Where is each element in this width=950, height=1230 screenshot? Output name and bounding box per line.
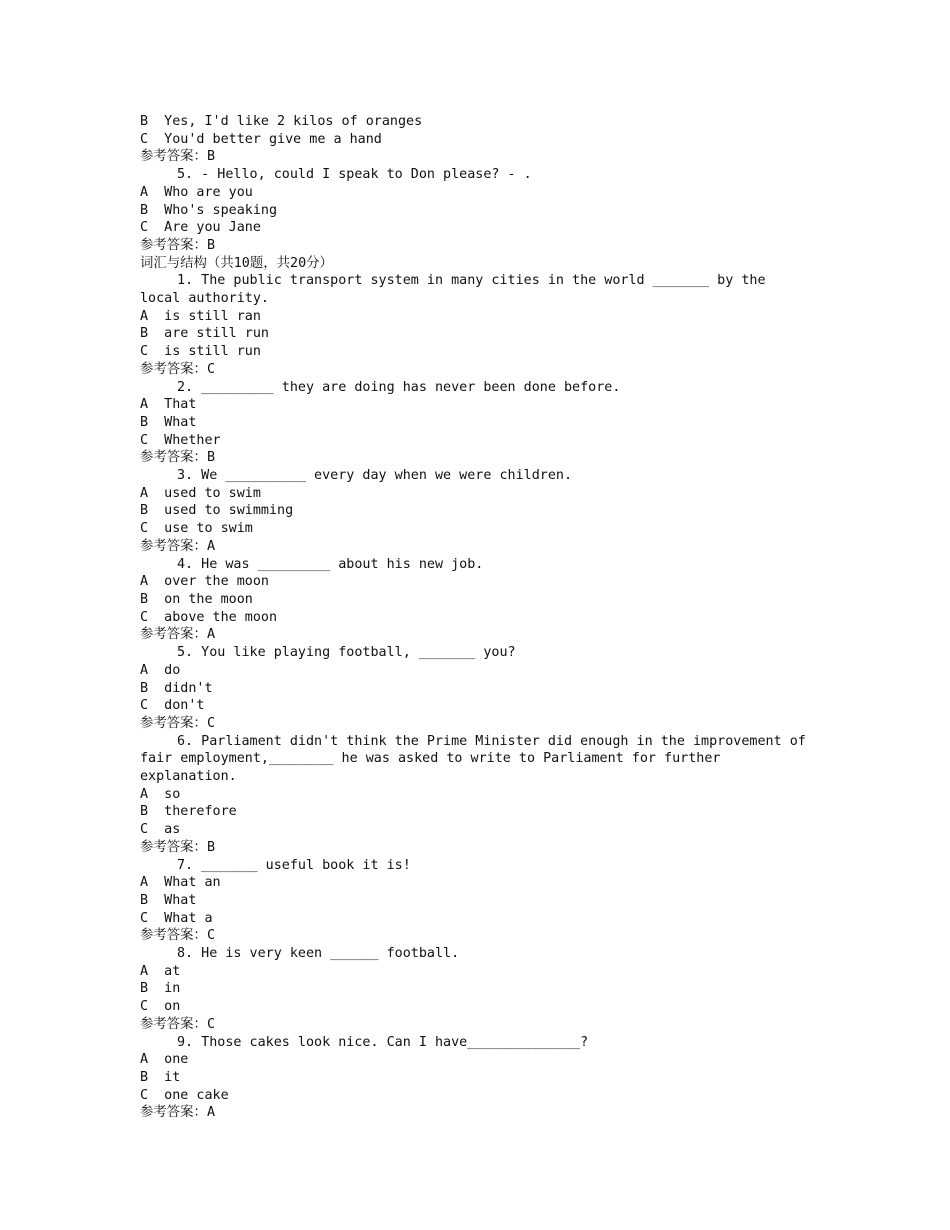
option-text: A so bbox=[140, 786, 181, 802]
option-text: C as bbox=[140, 822, 181, 838]
question-text: 1. The public transport system in many cities in the world _______ by the local authority. bbox=[140, 273, 774, 307]
question-text: 8. He is very keen ______ football. bbox=[177, 946, 460, 962]
section-heading: 词汇与结构（共10题，共20分） bbox=[140, 255, 333, 271]
option-text: C above the moon bbox=[140, 609, 278, 625]
question-text: 9. Those cakes look nice. Can I have______________? bbox=[177, 1034, 589, 1050]
option-text: B Who's speaking bbox=[140, 202, 278, 218]
option-text: A used to swim bbox=[140, 485, 261, 501]
answer-text: 参考答案：C bbox=[140, 928, 216, 944]
answer-text: 参考答案：A bbox=[140, 1105, 216, 1121]
option-text: C don't bbox=[140, 698, 205, 714]
answer-text: 参考答案：B bbox=[140, 149, 216, 165]
option-text: B What bbox=[140, 892, 197, 908]
option-text: C on bbox=[140, 999, 181, 1015]
question-text: 6. Parliament didn't think the Prime Minister did enough in the improvement of fair employment,________ he was asked to write to Parliament for further explanation. bbox=[140, 733, 814, 785]
option-text: A is still ran bbox=[140, 308, 261, 324]
option-text: C Are you Jane bbox=[140, 220, 261, 236]
option-text: C use to swim bbox=[140, 521, 253, 537]
answer-text: 参考答案：A bbox=[140, 627, 216, 643]
option-text: B Yes, I'd like 2 kilos of oranges bbox=[140, 114, 423, 129]
option-text: A What an bbox=[140, 875, 221, 891]
question-text: 4. He was _________ about his new job. bbox=[177, 556, 484, 572]
question-text: 7. _______ useful book it is! bbox=[177, 857, 411, 873]
option-text: A That bbox=[140, 397, 197, 413]
answer-text: 参考答案：C bbox=[140, 715, 216, 731]
question-text: 5. - Hello, could I speak to Don please? - . bbox=[177, 167, 532, 183]
option-text: A Who are you bbox=[140, 184, 253, 200]
option-text: C one cake bbox=[140, 1087, 229, 1103]
answer-text: 参考答案：B bbox=[140, 237, 216, 253]
question-text: 2. _________ they are doing has never been done before. bbox=[177, 379, 621, 395]
option-text: B are still run bbox=[140, 326, 269, 342]
option-text: B it bbox=[140, 1069, 181, 1085]
question-text: 3. We __________ every day when we were children. bbox=[177, 468, 573, 484]
option-text: B used to swimming bbox=[140, 503, 294, 519]
option-text: C What a bbox=[140, 910, 213, 926]
document-body bbox=[140, 113, 814, 1122]
option-text: B What bbox=[140, 414, 197, 430]
option-text: C You'd better give me a hand bbox=[140, 131, 382, 147]
answer-text: 参考答案：C bbox=[140, 361, 216, 377]
option-text: A do bbox=[140, 662, 181, 678]
option-text: C Whether bbox=[140, 432, 221, 448]
option-text: A over the moon bbox=[140, 574, 269, 590]
answer-text: 参考答案：B bbox=[140, 839, 216, 855]
answer-text: 参考答案：B bbox=[140, 450, 216, 466]
option-text: A one bbox=[140, 1052, 189, 1068]
option-text: B on the moon bbox=[140, 591, 253, 607]
option-text: B therefore bbox=[140, 804, 237, 820]
option-text: A at bbox=[140, 963, 181, 979]
option-text: C is still run bbox=[140, 344, 261, 360]
answer-text: 参考答案：A bbox=[140, 538, 216, 554]
option-text: B in bbox=[140, 981, 181, 997]
answer-text: 参考答案：C bbox=[140, 1016, 216, 1032]
option-text: B didn't bbox=[140, 680, 213, 696]
question-text: 5. You like playing football, _______ you? bbox=[177, 645, 516, 661]
